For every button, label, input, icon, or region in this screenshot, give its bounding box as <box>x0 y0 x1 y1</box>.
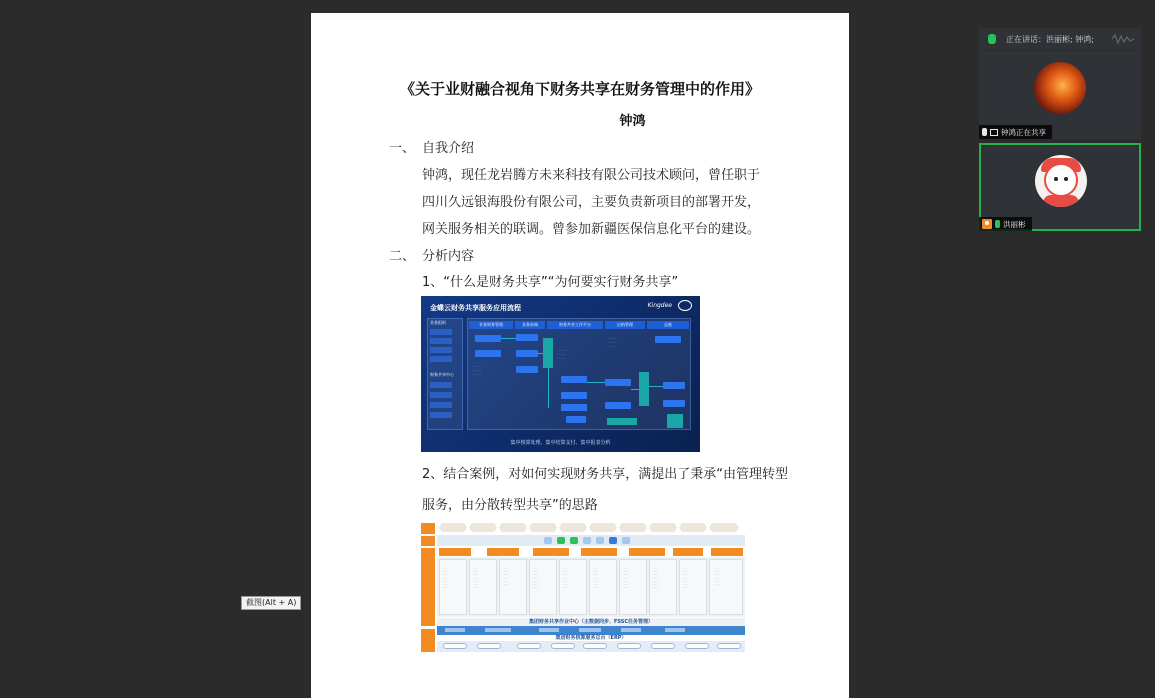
figure2-system-pill <box>685 643 709 649</box>
subheading-2-line-2: 服务，由分散转型共享”的思路 <box>422 498 598 513</box>
figure2-center-bar: 集团财务共享作业中心（主数据同步、FSSC任务管理） <box>437 618 745 626</box>
screen-share-icon <box>990 129 998 136</box>
figure1-side-item <box>430 329 452 335</box>
figure1-node <box>561 404 587 411</box>
figure2-blue-chip <box>485 628 511 632</box>
section1-title: 自我介绍 <box>422 141 475 156</box>
figure1-note: ········· ········· ········· <box>473 364 482 376</box>
section2-number: 二、 <box>389 249 416 264</box>
shared-document-page <box>311 13 849 698</box>
figure1-node-teal <box>607 418 637 425</box>
figure1-column-header: 财务共享工作平台 <box>547 321 603 329</box>
figure1-bottom-caption: 集中核算处理、集中结算支付、集中报表分析 <box>510 440 611 446</box>
participant-name: 洪丽彬 <box>1003 219 1026 229</box>
figure2-cell-text: ······ ······ ······ ······ ······ ······ ······ <box>443 567 448 590</box>
figure2-process-step <box>469 523 497 532</box>
figure2-channel-icon <box>583 537 591 544</box>
figure2-process-step <box>529 523 557 532</box>
figure2-process-step <box>559 523 587 532</box>
figure2-process-step <box>439 523 467 532</box>
figure1-node <box>663 382 685 389</box>
figure1-side-item <box>430 412 452 418</box>
subheading-2-line-1: 2、结合案例，对如何实现财务共享，满提出了秉承“由管理转型 <box>422 467 789 482</box>
intro-line-2: 四川久远银海股份有限公司，主要负责新项目的部署开发， <box>422 195 761 210</box>
figure2-module-header <box>533 548 569 556</box>
figure2-row-label <box>421 629 435 652</box>
figure2-blue-chip <box>445 628 465 632</box>
figure2-channel-bar <box>437 535 745 546</box>
intro-line-1: 钟鸿，现任龙岩腾方未来科技有限公司技术顾问，曾任职于 <box>422 168 761 183</box>
figure1-node-teal <box>639 372 649 406</box>
figure2-channel-icon <box>596 537 604 544</box>
figure2-blue-chip <box>579 628 601 632</box>
figure2-process-step <box>589 523 617 532</box>
figure2-module-header <box>487 548 519 556</box>
figure2-row-label <box>421 536 435 546</box>
figure2-cell-text: ······ ······ ······ ······ ······ ······ ······ <box>623 567 628 590</box>
figure1-node <box>516 334 538 341</box>
avatar-body <box>1043 195 1079 207</box>
figure2-process-step <box>709 523 739 532</box>
figure2-system-pill <box>477 643 501 649</box>
figure2-erp-bar: 集团财务核算服务总台（ERP） <box>555 635 627 641</box>
figure2-system-pill <box>517 643 541 649</box>
figure1-node <box>605 379 631 386</box>
figure2-module-header <box>673 548 703 556</box>
figure2-system-pill <box>443 643 467 649</box>
figure2-channel-icon <box>622 537 630 544</box>
figure1-side-group2: 财务共享中心 <box>430 372 454 377</box>
figure1-side-item <box>430 347 452 353</box>
section1-number: 一、 <box>389 141 416 156</box>
figure1-side-item <box>430 382 452 388</box>
kingdee-process-diagram <box>421 296 700 452</box>
figure1-node <box>655 336 681 343</box>
participant-tile-active[interactable] <box>979 143 1141 231</box>
participant-name-tag <box>979 125 1052 139</box>
microphone-icon <box>982 128 987 136</box>
figure2-channel-icon <box>557 537 565 544</box>
sound-wave-icon <box>1111 34 1135 44</box>
figure1-node <box>566 416 586 423</box>
figure2-cell-text: ······ ······ ······ ······ ······ ······ ······ <box>563 567 568 590</box>
figure1-connector <box>631 389 639 390</box>
participant-tile-sharing[interactable] <box>979 51 1141 139</box>
figure2-channel-icon <box>544 537 552 544</box>
figure1-node <box>663 400 685 407</box>
figure2-cell-text: ······ ······ ······ ······ ······ ······ <box>715 567 720 587</box>
figure2-module-header <box>581 548 617 556</box>
avatar <box>1035 155 1087 207</box>
figure1-node <box>475 350 501 357</box>
participant-name: 钟鸿正在共享 <box>1001 127 1046 137</box>
figure2-system-pill <box>617 643 641 649</box>
figure2-blue-chip <box>621 628 641 632</box>
figure1-column-header: 总账 <box>647 321 689 329</box>
figure1-connector <box>587 382 605 383</box>
figure1-node <box>516 366 538 373</box>
figure1-node <box>561 376 587 383</box>
figure2-cell-text: ······ ······ ······ ······ ······ ······ ······ <box>533 567 538 590</box>
figure1-side-item <box>430 338 452 344</box>
screenshot-tooltip: 截图(Alt + A) <box>241 596 301 610</box>
avatar <box>1034 62 1086 114</box>
active-speaker-label: 正在讲话：洪丽彬; 钟鸿; <box>1006 34 1094 44</box>
figure1-connector <box>501 338 516 339</box>
figure2-channel-icon <box>570 537 578 544</box>
person-icon <box>982 219 992 229</box>
figure2-process-step <box>679 523 707 532</box>
figure1-connector <box>548 368 549 408</box>
figure1-column-header: 业务前端 <box>515 321 545 329</box>
figure1-connector <box>538 353 543 354</box>
figure2-process-step <box>649 523 677 532</box>
figure1-logo-text: Kingdee <box>647 302 672 309</box>
figure2-process-step <box>619 523 647 532</box>
figure2-cell-text: ······ ······ ······ ······ ······ ······ <box>503 567 508 587</box>
intro-line-3: 网关服务相关的联调。曾参加新疆医保信息化平台的建设。 <box>422 222 761 237</box>
figure2-system-pill <box>551 643 575 649</box>
figure2-module-header <box>439 548 471 556</box>
participant-name-tag <box>979 217 1032 231</box>
figure1-node <box>516 350 538 357</box>
figure1-node-teal <box>543 338 553 368</box>
figure2-cell-text: ······ ······ ······ ······ ······ ······ ······ <box>593 567 598 590</box>
microphone-icon <box>988 34 996 44</box>
figure2-cell-text: ······ ······ ······ ······ ······ ······ ······ <box>653 567 658 590</box>
shared-service-architecture-diagram <box>421 522 748 644</box>
figure2-module-header <box>711 548 743 556</box>
figure2-blue-chip <box>665 628 685 632</box>
figure1-node <box>561 392 587 399</box>
figure1-title: 金蝶云财务共享服务应用流程 <box>430 304 521 312</box>
figure1-column-header: 出纳管理 <box>605 321 645 329</box>
figure2-system-pill <box>651 643 675 649</box>
figure2-channel-icon <box>609 537 617 544</box>
active-speaker-bar <box>979 28 1141 50</box>
figure1-note: ·········· ·········· ·········· <box>607 336 617 348</box>
figure1-node <box>475 335 501 342</box>
figure2-process-step <box>499 523 527 532</box>
figure1-connector <box>649 386 663 387</box>
figure2-cell-text: ······ ······ ······ ······ ······ ······ ······ <box>473 567 478 590</box>
figure2-row-label <box>421 548 435 626</box>
figure1-node-teal <box>667 414 683 428</box>
figure2-blue-chip <box>539 628 559 632</box>
avatar-eye <box>1064 177 1068 181</box>
section2-title: 分析内容 <box>422 249 475 264</box>
document-title: 《关于业财融合视角下财务共享在财务管理中的作用》 <box>399 80 760 98</box>
kingdee-logo-icon <box>678 300 692 311</box>
figure1-side-item <box>430 402 452 408</box>
document-author: 钟鸿 <box>619 114 646 129</box>
avatar-eye <box>1054 177 1058 181</box>
figure1-side-group1: 业务组织 <box>430 320 446 325</box>
figure1-node <box>605 402 631 409</box>
figure1-column-header: 业务财务管理 <box>469 321 513 329</box>
figure2-system-pill <box>583 643 607 649</box>
subheading-1: 1、“什么是财务共享”“为何要实行财务共享” <box>422 275 679 290</box>
figure1-side-item <box>430 392 452 398</box>
figure1-side-item <box>430 356 452 362</box>
figure2-cell-text: ······ ······ ······ ······ ······ ······ ······ <box>683 567 688 590</box>
figure2-system-pill <box>717 643 741 649</box>
avatar-face <box>1044 163 1078 197</box>
figure1-note: ·········· ·········· ·········· <box>557 348 567 360</box>
figure2-module-header <box>629 548 665 556</box>
figure2-row-label <box>421 523 435 534</box>
microphone-icon <box>995 220 1000 228</box>
